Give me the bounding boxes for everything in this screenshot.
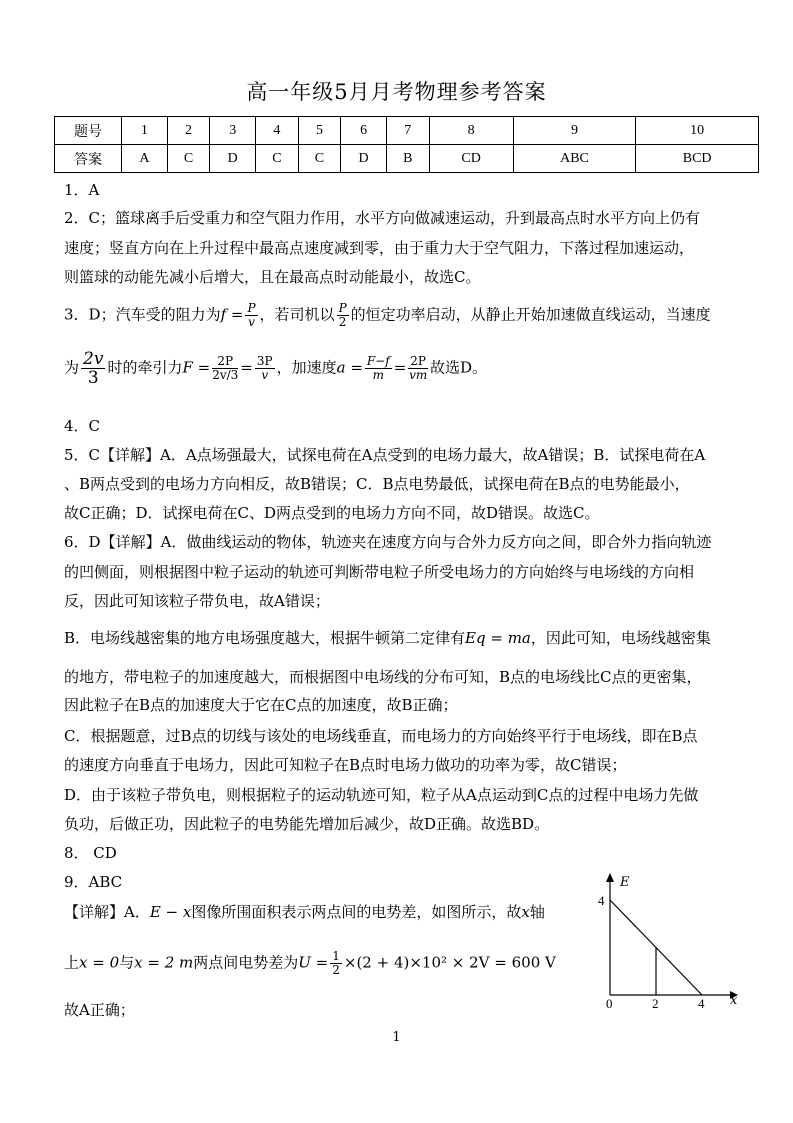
answer-2-line: 速度；竖直方向在上升过程中最高点速度减到零，由于重力大于空气阻力，下落过程加速运动， [64, 239, 695, 257]
table-cell: C [167, 145, 210, 173]
page-number: 1 [392, 1030, 401, 1045]
answer-9-line: 【详解】A．E − x图像所围面积表示两点间的电势差，如图所示，故x轴 [64, 903, 545, 921]
answer-4: 4．C [64, 417, 101, 435]
answer-6-line: 的凹侧面，则根据图中粒子运动的轨迹可判断带电粒子所受电场力的方向始终与电场线的方向相 [64, 563, 695, 581]
answer-3-line: 为 $\frac{2v}{3}$ 时的牵引力F = $\frac{2P}{2v/3}$ = $\frac{3P}{v}$ ，加速度a = $\frac{F-f}{m}$ = $\frac{2P}{vm}$ 故选D。 [64, 349, 488, 388]
fraction: $\frac{3P}{v}$ [256, 354, 273, 382]
page-title: 高一年级5月月考物理参考答案 [246, 80, 547, 104]
answer-6-line: 反，因此可知该粒子带负电，故A错误； [64, 592, 330, 610]
table-cell: 4 [256, 117, 299, 145]
answer-3-line: 3．D；汽车受的阻力为f = $\frac{P}{v}$ ，若司机以 $\frac{P}{2}$ 的恒定功率启动，从静止开始加速做直线运动，当速度 [64, 301, 711, 329]
table-cell: B [386, 145, 429, 173]
formula: U = [298, 953, 329, 972]
fraction: $\frac{F-f}{m}$ [366, 354, 390, 382]
formula: x = 2 m [134, 953, 194, 972]
answer-6-line: 的地方，带电粒子的加速度越大，而根据图中电场线的分布可知，B点的电场线比C点的更密集， [64, 668, 702, 686]
table-cell: 10 [636, 117, 759, 145]
formula: f = [220, 305, 244, 324]
answer-5-line: 、B两点受到的电场力方向相反，故B错误；C．B点电势最低，试探电荷在B点的电势能最小， [64, 475, 690, 493]
answer-6-line: 因此粒子在B点的加速度大于它在C点的加速度，故B正确； [64, 696, 458, 714]
table-cell: 1 [122, 117, 168, 145]
table-cell: ABC [513, 145, 636, 173]
table-cell: 3 [210, 117, 256, 145]
answer-1: 1．A [64, 181, 100, 199]
answer-6-line: 的速度方向垂直于电场力，因此可知粒子在B点时电场力做功的功率为零，故C错误； [64, 756, 627, 774]
y-axis-arrow [606, 873, 614, 882]
answer-9-line: 故A正确； [64, 1001, 135, 1019]
x-axis-label: x [730, 993, 738, 1008]
fraction: $\frac{P}{v}$ [247, 301, 256, 329]
answer-2-line: 2．C；篮球离手后受重力和空气阻力作用，水平方向做减速运动，升到最高点时水平方向上仍有 [64, 209, 701, 227]
table-cell: BCD [636, 145, 759, 173]
table-cell: 8 [429, 117, 513, 145]
y-tick-label: 4 [598, 893, 605, 908]
answer-9-line: 9．ABC [64, 873, 123, 891]
row-label: 题号 [55, 117, 122, 145]
row-label: 答案 [55, 145, 122, 173]
formula: x = 0 [79, 953, 120, 972]
table-cell: C [256, 145, 299, 173]
formula: E − x [149, 903, 192, 921]
answer-6-line: 负功，后做正功，因此粒子的电势能先增加后减少，故D正确。故选BD。 [64, 815, 550, 833]
origin-label: 0 [606, 996, 613, 1010]
fraction: $\frac{1}{2}$ [332, 949, 340, 977]
answer-2-line: 则篮球的动能先减小后增大，且在最高点时动能最小，故选C。 [64, 268, 481, 286]
answer-8: 8． CD [64, 844, 117, 862]
table-cell: D [210, 145, 256, 173]
fraction: $\frac{2P}{vm}$ [409, 354, 428, 382]
formula: Eq = ma [465, 629, 531, 647]
answer-9-line: 上x = 0与x = 2 m两点间电势差为U = $\frac{1}{2}$ ×(2 + 4)×10² × 2V = 600 V [64, 949, 556, 977]
fraction: $\frac{P}{2}$ [338, 301, 347, 329]
table-cell: 9 [513, 117, 636, 145]
table-cell: 6 [341, 117, 387, 145]
x-tick-label: 4 [698, 996, 705, 1010]
table-cell: A [122, 145, 168, 173]
answer-6-line: C．根据题意，过B点的切线与该处的电场线垂直，而电场力的方向始终平行于电场线，即在B点 [64, 727, 698, 745]
x-tick-label: 2 [652, 996, 659, 1010]
y-axis-label: E [620, 875, 630, 890]
answer-6-line: B．电场线越密集的地方电场强度越大，根据牛顿第二定律有Eq = ma，因此可知，电场线越密集 [64, 629, 711, 647]
table-cell: D [341, 145, 387, 173]
fraction: $\frac{2P}{2v/3}$ [212, 354, 239, 382]
fraction: $\frac{2v}{3}$ [83, 349, 104, 388]
answer-6-line: 6．D【详解】A．做曲线运动的物体，轨迹夹在速度方向与合外力反方向之间，即合外力指向轨迹 [64, 533, 712, 551]
answer-table [54, 116, 759, 173]
answer-6-line: D．由于该粒子带负电，则根据粒子的运动轨迹可知，粒子从A点运动到C点的过程中电场力先做 [64, 786, 699, 804]
answer-5-line: 5．C【详解】A．A点场强最大，试探电荷在A点受到的电场力最大，故A错误；B．试探电荷在A [64, 446, 706, 464]
table-cell: C [298, 145, 341, 173]
table-cell: 5 [298, 117, 341, 145]
table-row-answers [55, 145, 759, 173]
formula: ×(2 + 4)×10² × 2V = 600 V [343, 953, 556, 972]
table-cell: 2 [167, 117, 210, 145]
answer-5-line: 故C正确；D．试探电荷在C、D两点受到的电场力方向不同，故D错误。故选C。 [64, 504, 600, 522]
table-cell: CD [429, 145, 513, 173]
e-x-graph [590, 870, 740, 1010]
table-cell: 7 [386, 117, 429, 145]
table-row-numbers [55, 117, 759, 145]
